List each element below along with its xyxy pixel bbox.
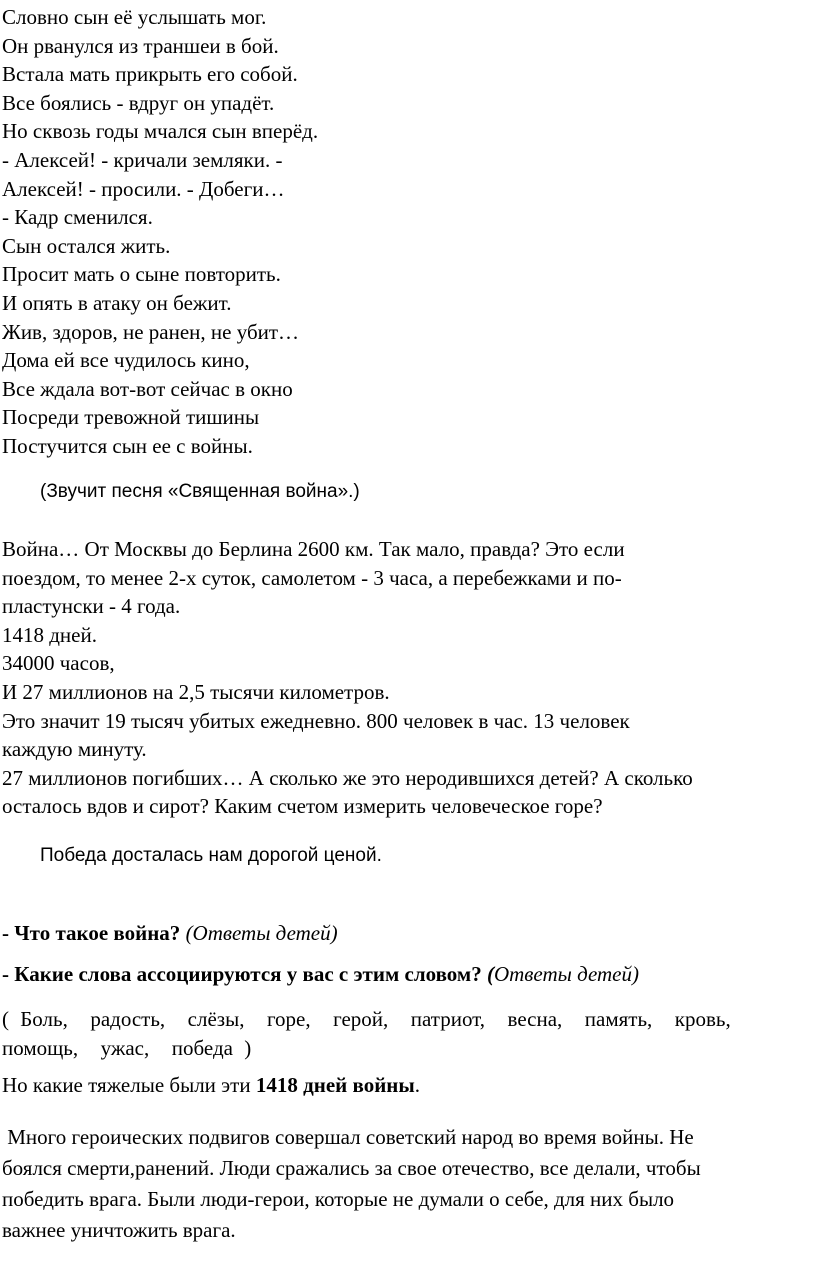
text-line: боялся смерти,ранений. Люди сражались за свое отечество, все делали, чтобы bbox=[2, 1156, 701, 1180]
hard-days-bold: 1418 дней войны bbox=[255, 1073, 415, 1097]
poem-line: Жив, здоров, не ранен, не убит… bbox=[2, 319, 300, 344]
question-2 bbox=[2, 962, 639, 987]
poem-line: Встала мать прикрыть его собой. bbox=[2, 62, 298, 87]
text-line: Это значит 19 тысяч убитых ежедневно. 800 человек в час. 13 человек bbox=[2, 708, 630, 733]
text-line: 27 миллионов погибших… А сколько же это неродившихся детей? А сколько bbox=[2, 765, 693, 790]
poem-line: И опять в атаку он бежит. bbox=[2, 290, 232, 315]
poem-line: Дома ей все чудилось кино, bbox=[2, 348, 250, 373]
text-line: осталось вдов и сирот? Каким счетом измерить человеческое горе? bbox=[2, 794, 603, 819]
text-line: 1418 дней. bbox=[2, 622, 97, 647]
poem-line: Он рванулся из траншеи в бой. bbox=[2, 33, 279, 58]
poem-line: Посреди тревожной тишины bbox=[2, 405, 260, 430]
poem bbox=[2, 3, 318, 461]
text-line: И 27 миллионов на 2,5 тысячи километров. bbox=[2, 679, 390, 704]
hard-days-prefix: Но какие тяжелые были эти bbox=[2, 1073, 256, 1097]
text-line: поездом, то менее 2-х суток, самолетом - 3 часа, а перебежками и по- bbox=[2, 565, 622, 590]
war-stats-paragraph bbox=[2, 535, 693, 821]
text-line: пластунски - 4 года. bbox=[2, 594, 181, 619]
poem-line: Словно сын её услышать мог. bbox=[2, 5, 267, 29]
text-line: важнее уничтожить врага. bbox=[2, 1218, 236, 1242]
poem-line: Просит мать о сыне повторить. bbox=[2, 262, 281, 287]
question-note: Ответы детей) bbox=[493, 962, 639, 986]
poem-line: - Алексей! - кричали земляки. - bbox=[2, 147, 283, 172]
poem-line: Сын остался жить. bbox=[2, 233, 171, 258]
question-note: (Ответы детей) bbox=[185, 921, 338, 945]
text-line: помощь, ужас, победа ) bbox=[2, 1035, 252, 1060]
question-note-paren: ( bbox=[486, 962, 494, 986]
question-1 bbox=[2, 921, 338, 946]
text-line: 34000 часов, bbox=[2, 651, 115, 676]
text-line: каждую минуту. bbox=[2, 737, 147, 762]
poem-line: Все ждала вот-вот сейчас в окно bbox=[2, 376, 293, 401]
text-line: Много героических подвигов совершал советский народ во время войны. Не bbox=[2, 1125, 694, 1149]
question-text: - Что такое война? bbox=[2, 921, 181, 945]
poem-line: Но сквозь годы мчался сын вперёд. bbox=[2, 119, 319, 144]
poem-line: Алексей! - просили. - Добеги… bbox=[2, 176, 285, 201]
question-text: - Какие слова ассоциируются у вас с этим словом? bbox=[2, 962, 482, 986]
text-line: Война… От Москвы до Берлина 2600 км. Так мало, правда? Это если bbox=[2, 537, 625, 561]
hard-days-line bbox=[2, 1073, 420, 1098]
associations bbox=[2, 1005, 731, 1062]
stage-note: (Звучит песня «Священная война».) bbox=[40, 481, 360, 502]
heroes-paragraph bbox=[2, 1122, 701, 1246]
text-line: ( Боль, радость, слёзы, горе, герой, патриот, весна, память, кровь, bbox=[2, 1007, 731, 1031]
poem-line: Постучится сын ее с войны. bbox=[2, 433, 253, 458]
poem-line: Все боялись - вдруг он упадёт. bbox=[2, 90, 275, 115]
poem-line: - Кадр сменился. bbox=[2, 205, 153, 230]
text-line: победить врага. Были люди-герои, которые не думали о себе, для них было bbox=[2, 1187, 675, 1211]
hard-days-suffix: . bbox=[414, 1073, 421, 1097]
victory-line: Победа досталась нам дорогой ценой. bbox=[40, 845, 382, 866]
